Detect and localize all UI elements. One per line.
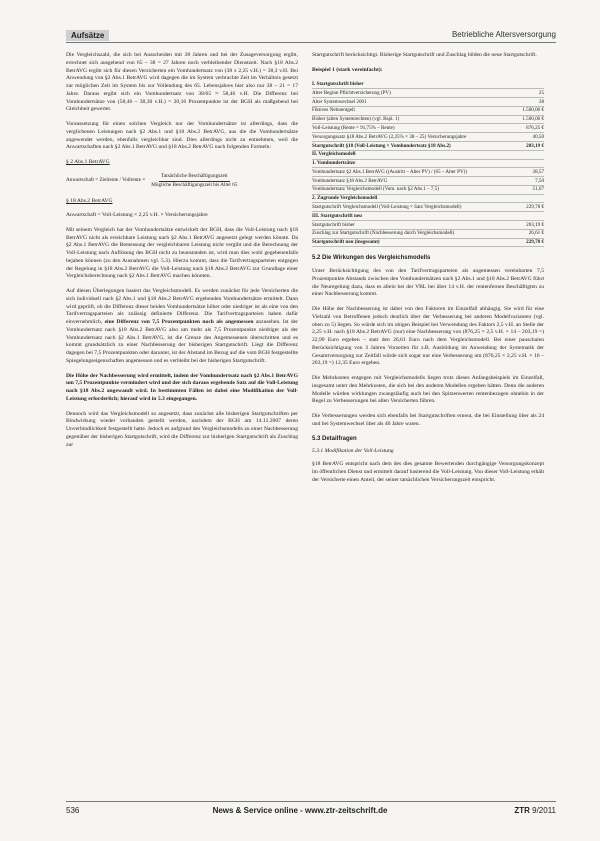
formula-lhs: Anwartschaft = Zielrente / Vollrente ×	[66, 177, 146, 184]
row-label: Startgutschrift bisher	[312, 221, 509, 230]
row-value: 203,19 €	[509, 221, 544, 230]
row-label: Startgutschrift neu (insgesamt)	[312, 238, 509, 247]
row-label: Zuschlag zur Startgutschrift (Nachbesserung durch Vergleichsmodell)	[312, 229, 509, 238]
table-row	[312, 159, 544, 168]
formula-fraction	[149, 173, 239, 190]
row-value	[509, 212, 544, 221]
row-label: Alter Systemwechsel 2001	[312, 98, 509, 107]
footer-journal-issue	[514, 806, 556, 815]
row-value: 7,50	[509, 177, 544, 186]
table-row	[312, 221, 544, 230]
row-value: 40,50	[509, 133, 544, 142]
row-label: Vomhundertsatz §2 Abs.1 BetrAVG ((Austritt – Alter PV) / (65 – Alter PV))	[312, 168, 509, 177]
row-label: Vomhundertsatz §18 Abs.2 BetrAVG	[312, 177, 509, 186]
row-value: 876,25 €	[509, 124, 544, 133]
table-row	[312, 133, 544, 142]
row-label: I. Startgutschrift bisher	[312, 81, 509, 89]
paragraph: Die Verbesserungen werden sich ebenfalls bei Startgutschriften erneut, die bei Einstellung über als 24 und bei Systemwechsel über als 40 Jahre waren.	[312, 413, 544, 427]
table-row	[312, 238, 544, 247]
footer-rule	[66, 801, 556, 802]
row-label: Bisher (alten Systemrechten) (vgl. Bspl. 1)	[312, 115, 509, 124]
row-label: Versorgungssatz §18 Abs.2 BetrAVG (2,25% × 38 – 25) Versicherungsjahre	[312, 133, 509, 142]
paragraph: Voraussetzung für einen solchen Vergleich nur der Vomhundertsätze ist allerdings, dass die verglichenen Leistungen nach §2 Abs.1 und §18 Abs.2 BetrAVG, aus die die Vomhundertsätze angewendet werden, ebenfalls vergleichbar sind. Dies allerdings nicht zu entnehmen, weil die Anwartschaften nach §2 Abs.1 BetrAVG und §18 Abs.2 BetrAVG nach folgenden Formeln:	[66, 121, 298, 151]
fraction-denominator: Mögliche Beschäftigungszeit bis Alter 65	[151, 181, 238, 188]
footer-website: News & Service online - www.ztr-zeitschrift.de	[212, 806, 388, 815]
left-column	[66, 52, 298, 456]
table-row	[312, 115, 544, 124]
paragraph: Die Höhe der Nachbesserung ist dabei von den Faktoren im Einzelfall abhängig. Sie wird für eine Vielzahl von Betroffenen jedoch deutlich über der Verbesserung bei anderen Modellvarianten (vgl. oben zu 5) liegen. So würde sich im obigen Beispiel bei Verwendung des Faktors 2,5 v.H. an Stelle der 2,25 v.H. nach §18 Abs.2 BetrAVG (nur) eine Nachbesserung von (876,25 × 2,5 v.H. × 14 – 203,19 =) 22,99 Euro ergeben – statt den 26,61 Euro nach dem Vergleichsmodell. Bei einer pauschalen Berücksichtigung von 3 Jahren Vorzeiten für z.B. Ausbildung im Anwendung der Systematik der Gesamtversorgung zur Zeitfall würde sich sogar nur eine Verbesserung um (876,25 × 2,25 v.H. × 16 – 203,19 =) 12,35 Euro ergeben.	[312, 306, 544, 367]
text-run: anzusehen. Ist der Vomhundertsatz nach §18 Abs.2 BetrAVG also um mehr als 7,5 Prozentpunkte niedriger als der Vomhundertsatz nach §2 Abs.1 BetrAVG, ist die Grenze des Angemessenen überschritten und es kommt grundsätzlich zu einer Nachbesserung der bisherigen Startgutschrift. Liegt die Differenz dagegen bei 7,5 Prozentpunkten oder darunter, ist der Abstand im Bezug auf die vom BGH festgestellte Spiegelungseigenschaften angemessen und es verbleibt bei der bisherigen Startgutschrift.	[66, 319, 298, 364]
section-heading-5-2: 5.2 Die Wirkungen des Vergleichsmodells	[312, 255, 431, 262]
example-table	[312, 81, 544, 248]
paragraph-bold: Die Höhe der Nachbesserung wird ermittelt, indem der Vomhundertsatz nach §2 Abs.1 BetrAVG um 7,5 Prozentpunkte vermindert wird und der sich daraus ergebende Satz auf die Voll-Leistung nach §18 Abs.2 angewandt wird. In bestimmten Fällen ist dabei eine Modifikation der Voll-Leistung erforderlich; hierauf wird in 5.3 eingegangen.	[66, 372, 298, 402]
text-run: Auf diesen Überlegungen basiert das Vergleichsmodell. Es werden zunächst für jede Versicherten die sich individuell nach §2 Abs.1 und §18 Abs.2 BetrAVG ergebenden Vomhundertsätze ermittelt. Dann wird geprüft, ob die Differenz dieser beiden Vomhundertsätze höher oder niedriger ist als eine von den Tarifvertragsparteien als zulässig definierte Differenz. Die Tarifvertragsparteien haben dafür einvernehmlich,	[66, 288, 298, 325]
row-label: III. Startgutschrift neu	[312, 212, 509, 221]
table-row	[312, 89, 544, 98]
table-row	[312, 150, 544, 159]
table-row	[312, 98, 544, 107]
row-label: Startgutschrift Vergleichsmodell (Voll-Leistung × Satz Vergleichsmodell)	[312, 203, 509, 212]
page-number: 536	[66, 806, 80, 815]
row-label: Vomhundertsatz Vergleichsmodell (Vom. nach §2 Abs.1 – 7,5)	[312, 185, 509, 194]
paragraph	[66, 288, 298, 366]
row-value: 51,07	[509, 185, 544, 194]
right-column	[312, 52, 544, 491]
row-value: 38,57	[509, 168, 544, 177]
row-value: 1.500,00 €	[509, 115, 544, 124]
journal-name: ZTR	[514, 806, 530, 815]
table-row	[312, 168, 544, 177]
row-label: Fiktives Nettoentgelt	[312, 106, 509, 115]
row-label: 1. Vomhundertsätze	[312, 159, 509, 168]
subsection-heading-5-3-1: 5.3.1 Modifikation der Voll-Leistung	[312, 448, 394, 455]
row-value: 26,61 €	[509, 229, 544, 238]
table-row	[312, 124, 544, 133]
table-row	[312, 185, 544, 194]
section-heading-5-3: 5.3 Detailfragen	[312, 435, 357, 442]
table-row	[312, 81, 544, 89]
formula-18-2: Anwartschaft = Voll-Leistung × 2,25 v.H. × Versicherungsjahre	[66, 212, 208, 218]
table-row	[312, 177, 544, 186]
row-label: Voll-Leistung (Rente = 91,75% – Rente)	[312, 124, 509, 133]
formula-title: § 18 Abs.2 BetrAVG	[66, 198, 113, 205]
row-label: II. Vergleichsmodell	[312, 150, 509, 159]
fraction-numerator: Tatsächliche Beschäftigungszeit	[159, 173, 230, 182]
paragraph: Dennoch wird das Vergleichsmodell so angesetzt, dass zunächst alle bisherigen Startgutschriften per Bindwirkung wieder vorhanden gestellt werden, nachdem der BGH am 14.11.2007 deren Unverbindlichkeit festgestellt hatte. Jedoch es aufgrund des Vergleichsmodells zu einer Nachbesserung gegenüber der bisherigen Startgutschrift, wird die Differenz zur bisherigen Startgutschrift als Zuschlag zur	[66, 410, 298, 448]
paragraph: Die Vergleichszahl, die sich bei Ausscheiden mit 38 Jahren und bei der Zusageversorgung ergibt, errechnet sich ausgehend von 65 – 38 = 27 Jahren noch verbleibender Dienstzeit. Nach §18 Abs.2 BetrAVG ergibt sich für diesen Versicherten ein Vomhundertsatz von (38 x 2,25 v.H.) = 38,3 v.H. Bei Anwendung von §2 Abs.1 BetrAVG wird dagegen die im System verbrachte Zeit im Verhältnis gesetzt zur möglichen Zeit im System bis zur Vollendung des 65. Lebensjahres hier also nur 38 – 21 = 17 Jahre. Daraus ergibt sich ein Vomhundertsatz von 38/65 ≈ 58,46 v.H. Die Differenz bei Vomhundertsätze von (58,46 – 38,30 v.H.) = 20,16 Prozentpunkte ist der BGH als maßgebend bei Gleichheit gewertet.	[66, 52, 298, 113]
paragraph: Unter Berücksichtigung des von den Tarifvertragsparteien als angemessen vereinbarten 7,5 Prozentpunkte Abstands zwischen den Vomhundertsätzen nach §2 Abs.1 und §18 Abs.2 BetrAVG führt die Neuregelung dazu, dass es allein bei der VBL bei über 14 v.H. der rentenfernen Beschäftigten zu einer Nachbesserung kommt.	[312, 268, 544, 298]
section-label: Aufsätze	[66, 30, 109, 41]
table-row	[312, 212, 544, 221]
table-row	[312, 106, 544, 115]
row-value	[509, 150, 544, 159]
row-label: Alter Beginn Pflichtversicherung (PV)	[312, 89, 509, 98]
row-label: Startgutschrift §18 (Voll-Leistung × Vomhundertsatz §18 Abs.2)	[312, 141, 509, 150]
example-title: Beispiel 1 (stark vereinfacht):	[312, 66, 383, 73]
running-header-topic: Betriebliche Altersversorgung	[451, 30, 556, 39]
row-value: 1.500,00 €	[509, 106, 544, 115]
table-row	[312, 203, 544, 212]
paragraph: Startgutschrift berücksichtigt. Bisherige Startgutschrift und Zuschlag bilden die neue Startgutschrift.	[312, 52, 537, 58]
row-value	[509, 194, 544, 203]
row-value: 203,19 €	[509, 141, 544, 150]
header-rule	[66, 42, 556, 43]
table-row	[312, 141, 544, 150]
bold-text-run: eine Differenz von 7,5 Prozentpunkten noch als angemessen	[104, 319, 254, 325]
table-row	[312, 194, 544, 203]
row-value: 229,78 €	[509, 203, 544, 212]
row-value: 229,78 €	[509, 238, 544, 247]
formula-title: § 2 Abs.1 BetrAVG	[66, 159, 110, 165]
row-value	[509, 81, 544, 89]
row-value: 38	[509, 98, 544, 107]
row-label: 2. Zugrunde Vergleichsmodell	[312, 194, 509, 203]
paragraph: §18 BetrAVG entspricht nach dem des dies gesamte Bewertenden durchgängige Versorgungskonzept im öffentlichen Dienst und ermittelt darauf basierend die Voll-Leistung. Von dieser Voll-Leistung erhält der Versicherte einen Anteil, der seiner tatsächlichen Versicherungszeit entspricht.	[312, 461, 544, 483]
row-value: 25	[509, 89, 544, 98]
row-value	[509, 159, 544, 168]
issue-number: 9/2011	[532, 806, 556, 815]
paragraph: Mit seinem Vergleich hat der Vomhundertsätze entwickelt der BGH, dass die Voll-Leistung nach §18 BetrAVG nicht als erreichbare Leistung nach §2 Abs.1 BetrAVG angesetzt gelegt werden könnte. Da §2 Abs.1 BetrAVG die Bemessung der vergleichbaren Leistung nicht vergibt und die Berechnung der Voll-Leistung nach Auflösung des BGH nicht zu beanstanden ist, wird man dies wohl gegebenenfalls bejahen können (zu den Ausnahmen vgl. 5.3). Hierzu kommt, dass die Tarifvertragsparteien entgegen der Regelung in §18 Abs.2 BetrAVG die Voll-Leistung nach §18 Abs.2 BetrAVG zur Grundlage einer Vergleichsberechnung nach §2 Abs.1 BetrAVG machen könnten.	[66, 226, 298, 280]
paragraph: Die Mehrkosten entgegen mit Vergleichsmodells liegen trotz dieses Anfangsbeispiels im Einzelfall, insgesamt unter den Mehrkosten, die sich bei den anderen Modellen ergeben hätten. Denn die anderen Modelle würden wirklungen zwangsläufig auch bei den Spitzenwerten rentenbezogen ohnehin in der Regel zu Verbesserungen bei allen Versicherten führen.	[312, 375, 544, 405]
formula-2-1	[66, 173, 298, 190]
table-row	[312, 229, 544, 238]
